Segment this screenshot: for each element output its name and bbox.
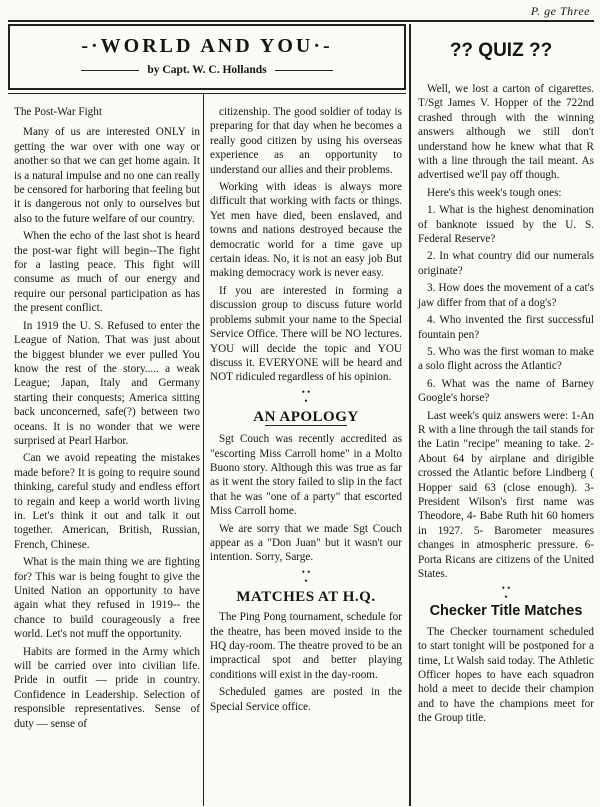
paragraph: Here's this week's tough ones: (427, 186, 562, 199)
article-heading: The Post-War Fight (14, 106, 102, 118)
top-rule (8, 20, 594, 22)
ornament-icon: • • • (301, 386, 311, 406)
paragraph: If you are interested in forming a discussion group to discuss future world problems submit your name to the Special Service Office. There will be NO lectures. YOU will decide the topic and YOU discuss it. EVERYONE will be heard and NOT ridiculed regardless of his opinion. (210, 284, 402, 384)
quiz-question: 3. How does the movement of a cat's jaw differ from that of a dog's? (418, 282, 594, 309)
masthead-box (8, 24, 406, 90)
paragraph: When the echo of the last shot is heard the post-war fight will begin--The fight for a lasting peace. This fight will consume as much of our energy and require our personal participation as has the present conflict. (14, 230, 200, 315)
quiz-answers: Last week's quiz answers were: 1-An R with a line through the tail stands for the Latin "recipe" meaning to take. 2-About 64 by airplane and dirigible crossed the Atlantic before Lindberg ( Hopper said 63 (close enough). 3- President Wilson's first name was Theodore, 4- Babe Ruth hit 60 homers in 1927. 5- Barometer measures changes in atmospheric pressure. 6- Porta Ricans are citizens of the United States. (418, 409, 594, 580)
checker-heading: Checker Title Matches (429, 603, 583, 620)
paragraph: Can we avoid repeating the mistakes made before? It is going to require sound thinking, careful study and endless effort to regain and keep a world worth living in. Let's think it out and talk it out together. American, British, Russian, French, Chinese. (14, 452, 200, 551)
matches-heading: MATCHES AT H.Q. (236, 588, 376, 605)
paragraph: In 1919 the U. S. Refused to enter the League of Nation. That was just about the biggest blunder we ever pulled You know the rest of the story..... a weak League; Japan, Italy and Germany starting their conquests; America sitting back unconcerned, safe(?) between two oceans. It is no wonder that we were surprised at Pearl Harbor. (14, 319, 200, 447)
column-title: -·WORLD AND YOU·- (81, 35, 333, 57)
masthead-divider (8, 93, 406, 94)
paragraph: What is the main thing we are fighting for? This war is being fought to give the United Nation an opportunity to have again what they refused in 1919-- the chance to build courageously a free world. Let's not muff the opportunity. (14, 556, 200, 641)
paragraph: We are sorry that we made Sgt Couch appear as a "Don Juan" but it wasn't our intention. Sorry, Sarge. (210, 522, 402, 564)
quiz-heading: ?? QUIZ ?? (449, 40, 553, 61)
column-divider-right (409, 24, 411, 806)
middle-column (210, 105, 402, 717)
paragraph: The Ping Pong tournament, schedule for the theatre, has been moved inside to the HQ day-room. The theatre proved to be an impractical spot and better playing conditions will exist in the day-room. (210, 611, 402, 681)
heading-underline (265, 425, 347, 426)
page-number: P. ge Three (530, 4, 590, 18)
article-post-war-fight (14, 105, 200, 734)
quiz-question: 1. What is the highest denomination of banknote issued by the U. S. Federal Reserve? (418, 204, 594, 246)
paragraph: The Checker tournament scheduled to start tonight will be postponed for a time, Lt Walsh said today. The Athletic Officer hopes to have each squadron hold a meet to decide their champion and to have the champions meet for the Group title. (418, 625, 594, 725)
column-divider-left (203, 94, 204, 806)
paragraph: Well, we lost a carton of cigarettes. T/Sgt James V. Hopper of the 722nd crashed through with the winning answers although we still don't understand how he knew what that R with a line through the tail meant. As advertised we'll pay off though. (418, 83, 594, 182)
apology-heading: AN APOLOGY (253, 408, 359, 425)
quiz-question: 2. In what country did our numerals originate? (418, 250, 594, 277)
paragraph: Many of us are interested ONLY in getting the war over with one way or another so that we can get home again. It is a natural impulse and no one can really be censored for harboring that feeling but it is dangerous not only to ourselves but also to the future welfare of our country. (14, 126, 200, 225)
byline: by Capt. W. C. Hollands (10, 64, 404, 76)
quiz-column (418, 82, 594, 729)
paragraph: Scheduled games are posted in the Special Service office. (210, 686, 402, 713)
quiz-question: 4. Who invented the first successful fountain pen? (418, 314, 594, 341)
paragraph: Working with ideas is always more difficult that working with facts or things. Yet men have died, been enslaved, and towns and nations destroyed because the democratic world for a time gave up certain ideas. No, it is not an easy job But making democracy work is never easy. (210, 181, 402, 280)
quiz-question: 5. Who was the first woman to make a solo flight across the Atlantic? (418, 345, 594, 373)
ornament-icon: • • • (501, 583, 511, 603)
quiz-question: 6. What was the name of Barney Google's horse? (418, 377, 594, 405)
ornament-icon: • • • (301, 566, 311, 586)
paragraph: citizenship. The good soldier of today is preparing for that day when he becomes a really good citizen by using his overseas experience as an opportunity to understand our allies and their problems. (210, 106, 402, 176)
paragraph: Sgt Couch was recently accredited as "escorting Miss Carroll home" in a Molto Buono story. Although this was true as far as it went the story failed to slip in the fact that he was "one of a party" that escorted Miss Carroll home. (210, 433, 402, 518)
paragraph: Habits are formed in the Army which will be carried over into civilian life. Pride in outfit — pride in country. Confidence in Leadership. Selection of responsible representatives. Sense of duty — sense of (14, 645, 200, 730)
